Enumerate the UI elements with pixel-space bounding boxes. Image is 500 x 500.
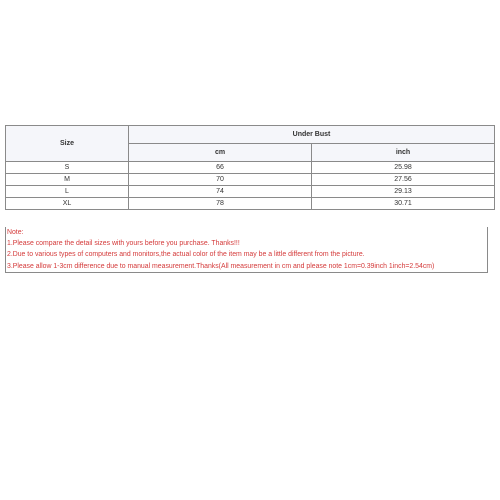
note-line: 3.Please allow 1-3cm difference due to manual measurement.Thanks(All measurement in cm and please note 1cm=0.39inch 1inch=2.54cm) <box>7 262 435 270</box>
table-header-row <box>6 126 495 144</box>
cm-cell: 66 <box>129 162 312 174</box>
cm-header: cm <box>129 144 312 162</box>
inch-cell: 30.71 <box>312 198 495 210</box>
inch-cell: 29.13 <box>312 186 495 198</box>
inch-cell: 27.56 <box>312 174 495 186</box>
table-row <box>6 174 495 186</box>
inch-cell: 25.98 <box>312 162 495 174</box>
cm-cell: 78 <box>129 198 312 210</box>
table-row <box>6 198 495 210</box>
size-cell: L <box>6 186 129 198</box>
size-header: Size <box>6 126 129 162</box>
note-line: 2.Due to various types of computers and monitors,the actual color of the item may be a little different from the picture. <box>7 251 365 259</box>
table-row <box>6 186 495 198</box>
table-row <box>6 162 495 174</box>
notes-box <box>5 227 488 273</box>
size-cell: XL <box>6 198 129 210</box>
size-chart-table <box>5 125 495 210</box>
under-bust-header: Under Bust <box>129 126 495 144</box>
cm-cell: 70 <box>129 174 312 186</box>
cm-cell: 74 <box>129 186 312 198</box>
size-cell: S <box>6 162 129 174</box>
note-line: 1.Please compare the detail sizes with yours before you purchase. Thanks!!! <box>7 240 240 248</box>
inch-header: inch <box>312 144 495 162</box>
note-title: Note: <box>7 229 24 236</box>
size-cell: M <box>6 174 129 186</box>
